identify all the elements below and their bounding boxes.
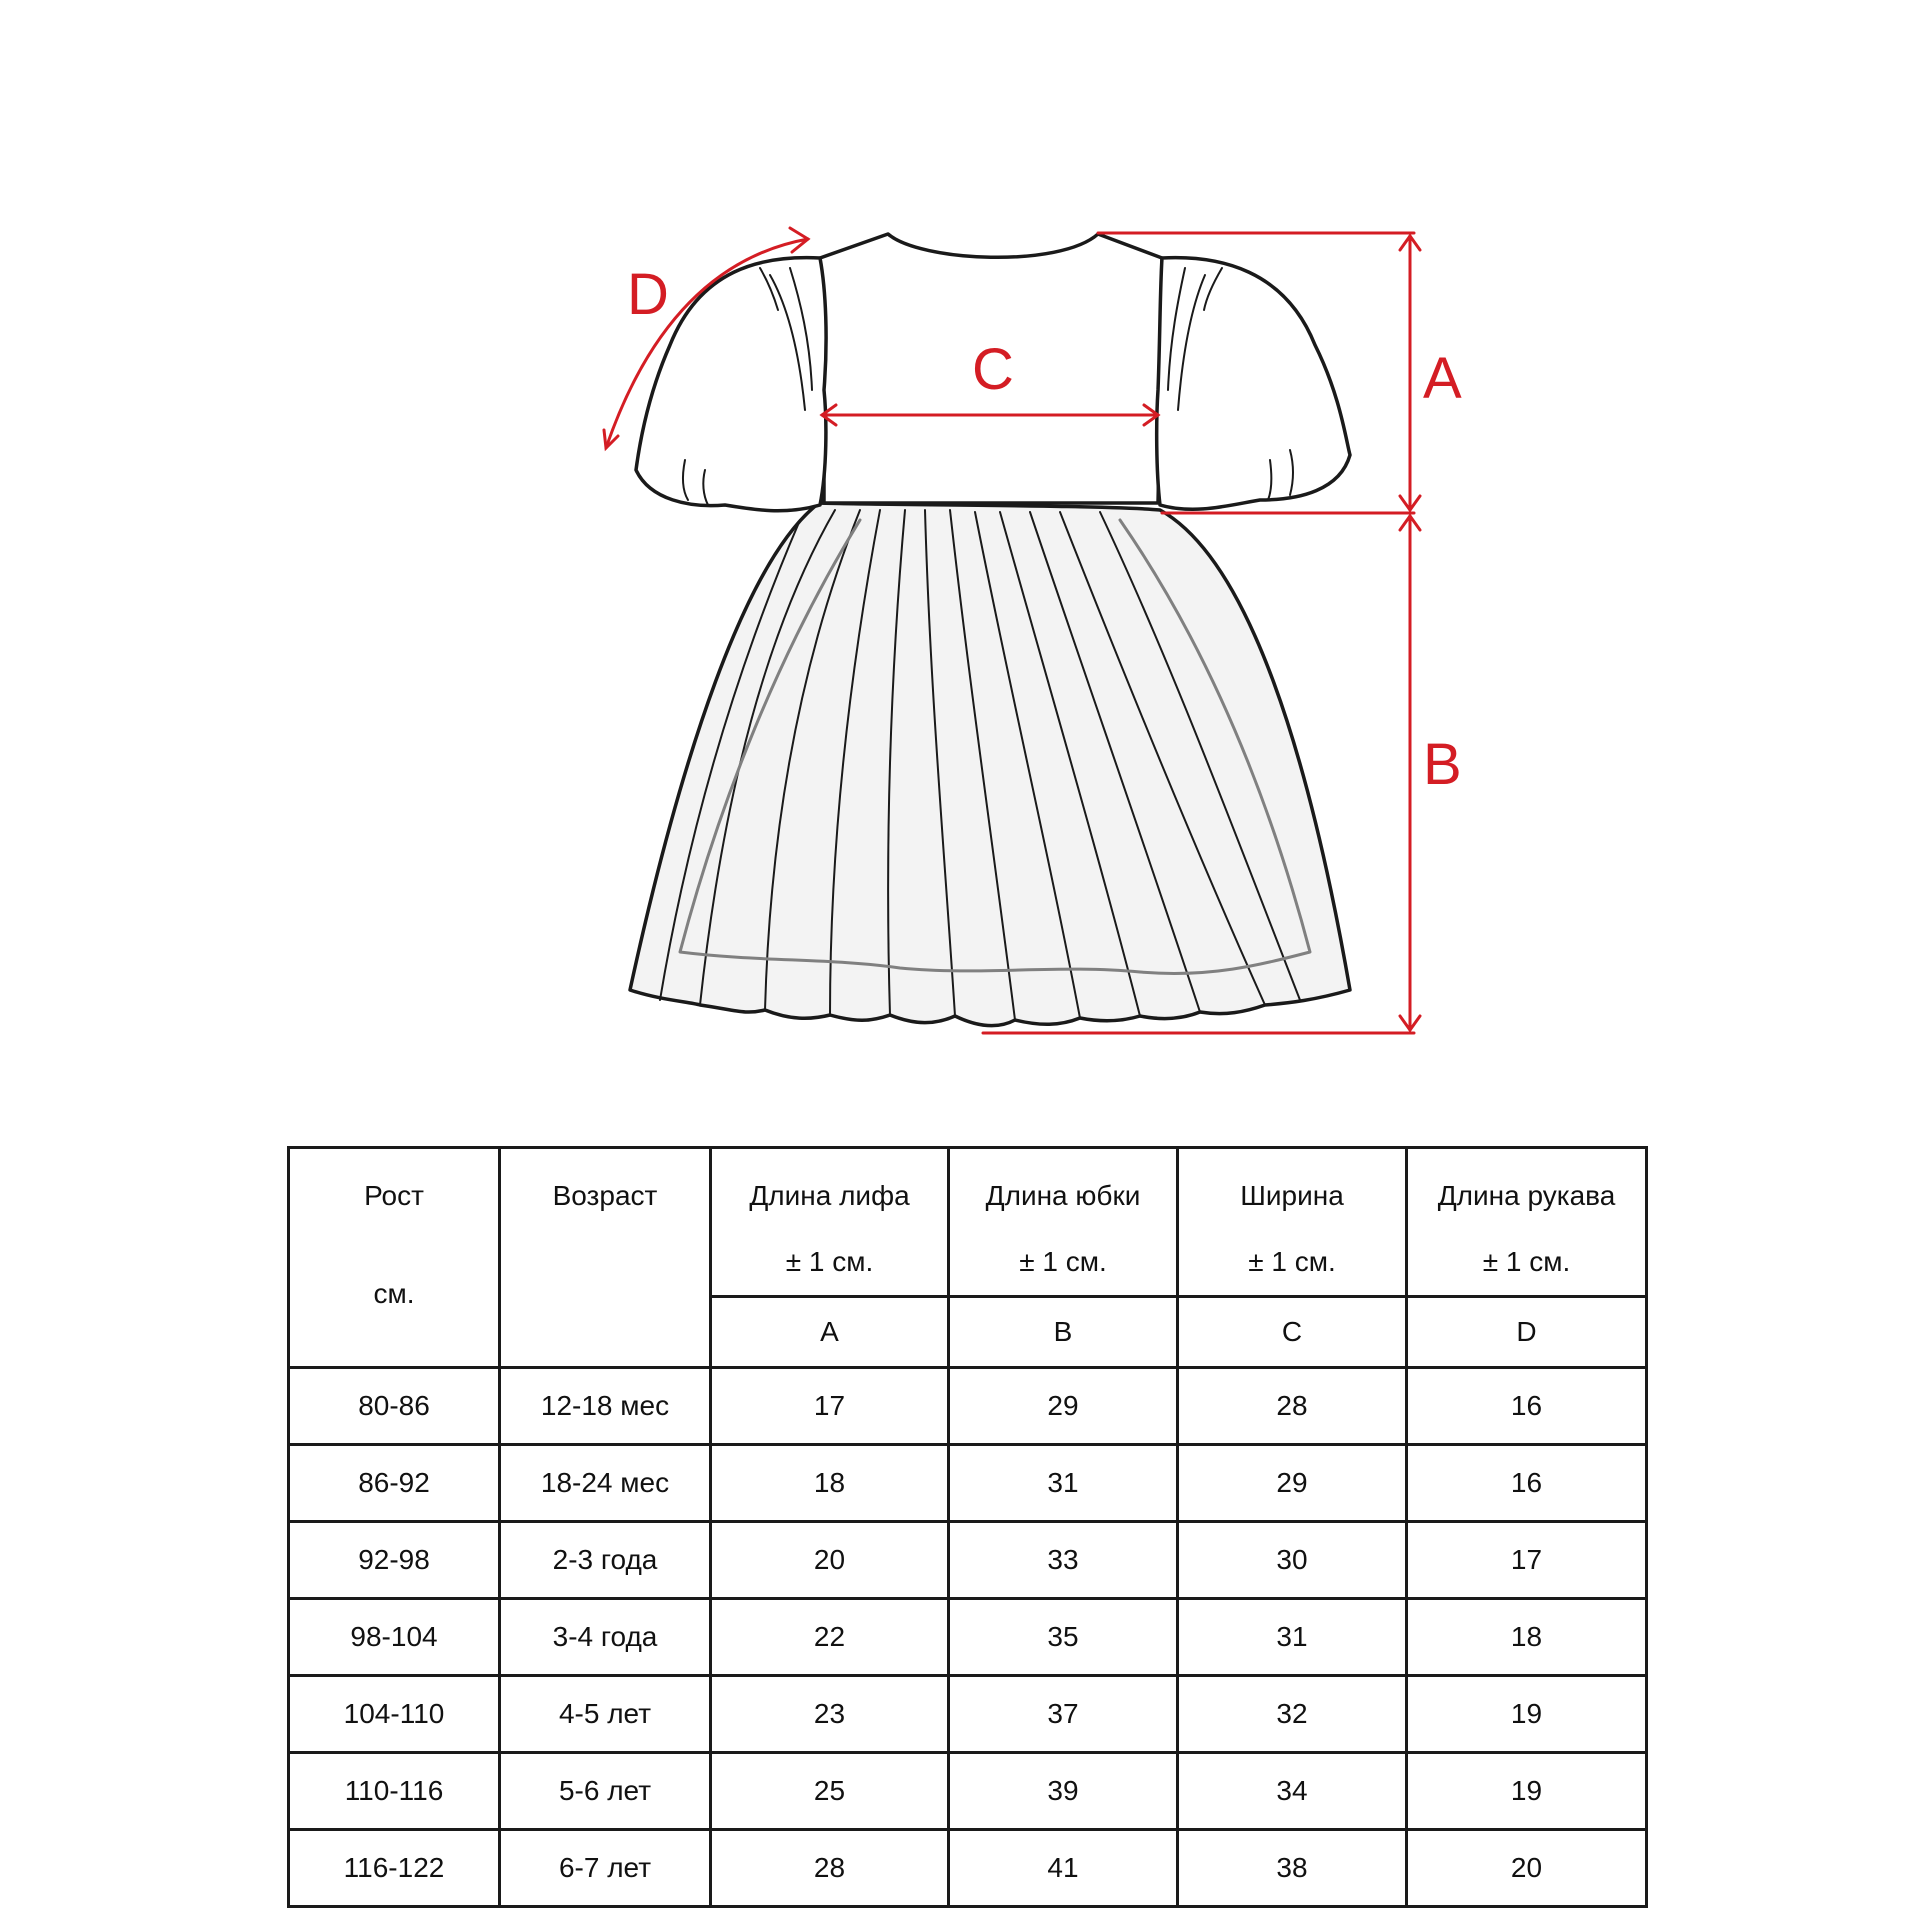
cell-skirt-b: 31 xyxy=(949,1445,1178,1522)
cell-height: 86-92 xyxy=(289,1445,500,1522)
cell-skirt-b: 37 xyxy=(949,1676,1178,1753)
label-c: C xyxy=(972,337,1014,402)
cell-height: 104-110 xyxy=(289,1676,500,1753)
cell-age: 3-4 года xyxy=(500,1599,711,1676)
header-width xyxy=(1178,1148,1407,1297)
cell-height: 92-98 xyxy=(289,1522,500,1599)
header-height-unit: см. xyxy=(373,1278,415,1309)
cell-width-c: 38 xyxy=(1178,1830,1407,1907)
cell-height: 80-86 xyxy=(289,1368,500,1445)
size-table xyxy=(287,1146,1648,1908)
size-rows xyxy=(289,1368,1647,1907)
header-bodice xyxy=(711,1148,949,1297)
label-a: A xyxy=(1423,346,1462,411)
cell-skirt-b: 33 xyxy=(949,1522,1178,1599)
header-letter-a: A xyxy=(711,1297,949,1368)
header-sleeve-label: Длина рукава xyxy=(1437,1180,1616,1211)
header-letter-d: D xyxy=(1407,1297,1647,1368)
cell-height: 116-122 xyxy=(289,1830,500,1907)
cell-sleeve-d: 20 xyxy=(1407,1830,1647,1907)
cell-sleeve-d: 19 xyxy=(1407,1676,1647,1753)
header-height xyxy=(289,1148,500,1368)
cell-skirt-b: 29 xyxy=(949,1368,1178,1445)
header-age xyxy=(500,1148,711,1368)
cell-bodice-a: 18 xyxy=(711,1445,949,1522)
cell-sleeve-d: 18 xyxy=(1407,1599,1647,1676)
cell-bodice-a: 23 xyxy=(711,1676,949,1753)
cell-width-c: 28 xyxy=(1178,1368,1407,1445)
cell-sleeve-d: 19 xyxy=(1407,1753,1647,1830)
header-sleeve-tolerance: ± 1 см. xyxy=(1482,1246,1571,1277)
cell-age: 2-3 года xyxy=(500,1522,711,1599)
header-letter-b: B xyxy=(949,1297,1178,1368)
table-row xyxy=(289,1830,1647,1907)
cell-age: 4-5 лет xyxy=(500,1676,711,1753)
label-d: D xyxy=(627,262,669,327)
table-row xyxy=(289,1676,1647,1753)
header-skirt-label: Длина юбки xyxy=(985,1180,1141,1211)
cell-width-c: 31 xyxy=(1178,1599,1407,1676)
cell-sleeve-d: 16 xyxy=(1407,1368,1647,1445)
header-letter-c: C xyxy=(1178,1297,1407,1368)
table-row xyxy=(289,1368,1647,1445)
cell-skirt-b: 35 xyxy=(949,1599,1178,1676)
header-width-label: Ширина xyxy=(1240,1180,1344,1211)
cell-bodice-a: 22 xyxy=(711,1599,949,1676)
header-height-label: Рост xyxy=(364,1180,424,1211)
cell-age: 18-24 мес xyxy=(500,1445,711,1522)
header-skirt-tolerance: ± 1 см. xyxy=(1019,1246,1107,1277)
cell-height: 110-116 xyxy=(289,1753,500,1830)
table-row xyxy=(289,1522,1647,1599)
right-sleeve xyxy=(1157,258,1350,510)
cell-skirt-b: 39 xyxy=(949,1753,1178,1830)
header-bodice-tolerance: ± 1 см. xyxy=(785,1246,874,1277)
label-b: B xyxy=(1423,732,1462,797)
cell-sleeve-d: 17 xyxy=(1407,1522,1647,1599)
header-width-tolerance: ± 1 см. xyxy=(1248,1246,1336,1277)
cell-age: 5-6 лет xyxy=(500,1753,711,1830)
cell-bodice-a: 17 xyxy=(711,1368,949,1445)
cell-skirt-b: 41 xyxy=(949,1830,1178,1907)
cell-age: 6-7 лет xyxy=(500,1830,711,1907)
cell-bodice-a: 20 xyxy=(711,1522,949,1599)
header-bodice-label: Длина лифа xyxy=(749,1180,910,1211)
header-sleeve xyxy=(1407,1148,1647,1297)
cell-bodice-a: 25 xyxy=(711,1753,949,1830)
cell-bodice-a: 28 xyxy=(711,1830,949,1907)
cell-width-c: 34 xyxy=(1178,1753,1407,1830)
cell-sleeve-d: 16 xyxy=(1407,1445,1647,1522)
header-skirt xyxy=(949,1148,1178,1297)
table-row xyxy=(289,1445,1647,1522)
table-row xyxy=(289,1753,1647,1830)
cell-width-c: 29 xyxy=(1178,1445,1407,1522)
table-row xyxy=(289,1599,1647,1676)
header-age-label: Возраст xyxy=(552,1180,658,1211)
cell-age: 12-18 мес xyxy=(500,1368,711,1445)
cell-height: 98-104 xyxy=(289,1599,500,1676)
cell-width-c: 30 xyxy=(1178,1522,1407,1599)
cell-width-c: 32 xyxy=(1178,1676,1407,1753)
table-header-row xyxy=(289,1148,1647,1297)
